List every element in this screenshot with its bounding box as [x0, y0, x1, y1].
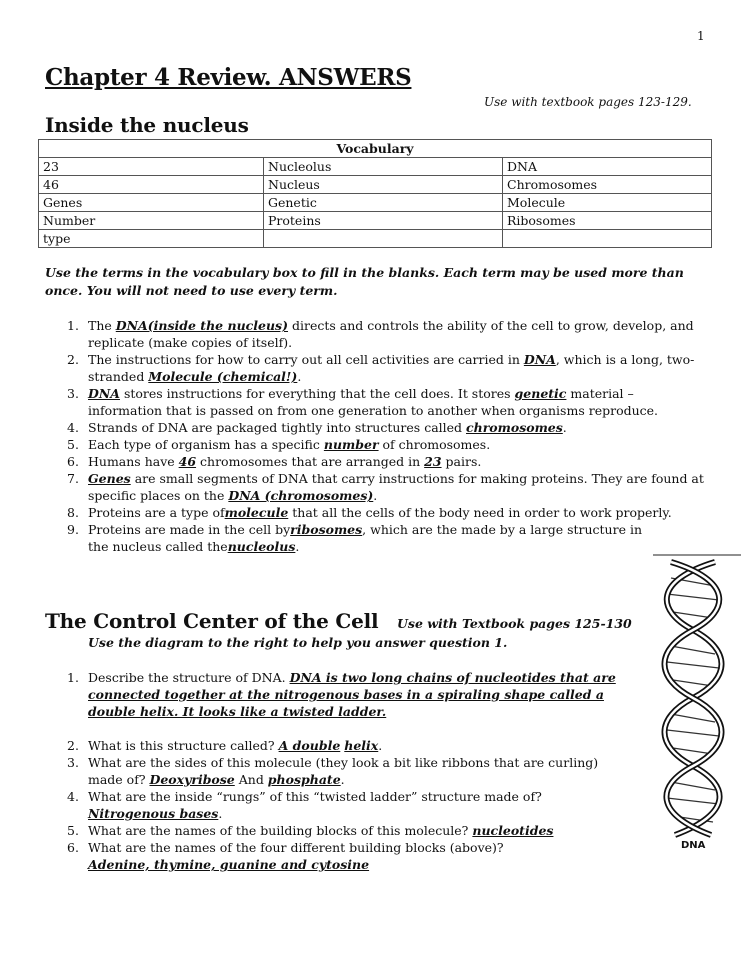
list-item — [45, 737, 635, 754]
answer: Molecule (chemical!) — [148, 369, 298, 384]
table-cell: 46 — [39, 176, 264, 194]
answer: number — [323, 437, 379, 452]
question-text: material – information that is passed on from one generation to another when organisms reproduce. — [88, 386, 659, 418]
question-text: . — [295, 539, 300, 554]
question-text: . — [297, 369, 302, 384]
question-text: chromosomes that are arranged in — [196, 454, 425, 469]
answer: Adenine, thymine, guanine and cytosine — [88, 857, 370, 872]
answer: genetic — [514, 386, 567, 401]
question-text: directs and controls the ability of the cell to grow, develop, and replicate (make copies of itself). — [88, 318, 694, 350]
answer: DNA (chromosomes) — [228, 488, 374, 503]
question-text: , which is a long, two-stranded — [88, 352, 695, 384]
table-cell — [264, 230, 503, 248]
list-item — [45, 453, 707, 470]
answer: DNA is two long chains of nucleotides that are connected together at the nitrogenous bases in a spiraling shape called a double helix. It looks like a twisted ladder. — [88, 670, 616, 719]
question-text: . — [373, 488, 378, 503]
item-number: 4. — [67, 420, 79, 435]
question-text: , which are the made by a large structure in the nucleus called the — [88, 522, 643, 554]
textbook-pages-note-2: Use with Textbook pages 125-130 — [397, 616, 632, 631]
table-row — [39, 158, 712, 176]
diagram-instruction: Use the diagram to the right to help you answer question 1. — [88, 635, 508, 650]
question-text: . — [378, 738, 383, 753]
item-number: 6. — [67, 840, 79, 855]
question-text: are small segments of DNA that carry instructions for making proteins. They are found at specific places on the — [88, 471, 704, 503]
list-item — [45, 419, 707, 436]
table-cell: Ribosomes — [503, 212, 712, 230]
item-number: 6. — [67, 454, 79, 469]
answer: phosphate — [267, 772, 341, 787]
table-row — [39, 194, 712, 212]
table-cell: Genetic — [264, 194, 503, 212]
item-number: 3. — [67, 386, 79, 401]
question-text: Each type of organism has a specific — [88, 437, 324, 452]
question-text: Proteins are a type of — [88, 505, 225, 520]
list-item — [45, 385, 707, 419]
item-number: 7. — [67, 471, 79, 486]
question-text: What are the sides of this molecule (they look a bit like ribbons that are curling) made of? — [88, 755, 599, 787]
answer: 23 — [424, 454, 442, 469]
instructions: Use the terms in the vocabulary box to fill in the blanks. Each term may be used more than once. You will not need to use every term. — [45, 265, 684, 298]
vocabulary-header: Vocabulary — [39, 140, 712, 158]
question-text: . — [340, 772, 345, 787]
list-item — [45, 754, 635, 788]
answer: 46 — [178, 454, 197, 469]
question-text: What are the names of the building blocks of this molecule? — [88, 823, 473, 838]
list-item — [45, 504, 707, 521]
answer: A double — [278, 738, 341, 753]
question-text: Strands of DNA are packaged tightly into structures called — [88, 420, 467, 435]
table-cell: type — [39, 230, 264, 248]
question-text: What is this structure called? — [88, 738, 279, 753]
question-text: that all the cells of the body need in order to work properly. — [288, 505, 672, 520]
table-cell — [503, 230, 712, 248]
table-cell: Molecule — [503, 194, 712, 212]
dna-diagram-label: DNA — [681, 840, 706, 851]
item-number: 8. — [67, 505, 79, 520]
answer: DNA(inside the nucleus) — [115, 318, 289, 333]
table-cell: Genes — [39, 194, 264, 212]
answer: helix — [344, 738, 379, 753]
table-cell: DNA — [503, 158, 712, 176]
section-heading-control-center: The Control Center of the Cell — [45, 609, 379, 633]
answer: chromosomes — [466, 420, 563, 435]
list-item — [45, 822, 635, 839]
item-number: 1. — [67, 670, 79, 685]
textbook-pages-note: Use with textbook pages 123-129. — [484, 95, 692, 109]
list-item — [45, 669, 635, 720]
section-heading-nucleus: Inside the nucleus — [45, 113, 249, 137]
question-text: stores instructions for everything that the cell does. It stores — [119, 386, 515, 401]
answer: nucleolus — [227, 539, 296, 554]
item-number: 3. — [67, 755, 79, 770]
list-item — [45, 351, 707, 385]
page-number: 1 — [697, 29, 705, 43]
table-cell: Nucleus — [264, 176, 503, 194]
question-text: . — [218, 806, 223, 821]
item-number: 5. — [67, 823, 79, 838]
question-text: . — [562, 420, 567, 435]
list-item — [45, 470, 707, 504]
list-item — [45, 788, 635, 822]
answer: molecule — [224, 505, 289, 520]
question-text: Describe the structure of DNA. — [88, 670, 290, 685]
item-number: 1. — [67, 318, 79, 333]
question-text: pairs. — [441, 454, 482, 469]
question-list — [45, 669, 635, 873]
answer: DNA — [523, 352, 556, 367]
dna-double-helix-diagram — [645, 550, 745, 842]
page-title: Chapter 4 Review. ANSWERS — [45, 64, 412, 91]
list-item — [45, 436, 707, 453]
table-cell: Number — [39, 212, 264, 230]
table-cell: 23 — [39, 158, 264, 176]
item-number: 2. — [67, 738, 79, 753]
question-text: And — [234, 772, 268, 787]
answer: DNA — [88, 386, 120, 401]
answer: Genes — [88, 471, 131, 486]
answer: ribosomes — [290, 522, 363, 537]
answer: Nitrogenous bases — [88, 806, 219, 821]
table-cell: Nucleolus — [264, 158, 503, 176]
question-text: What are the names of the four different building blocks (above)? — [88, 840, 504, 855]
item-number: 9. — [67, 522, 79, 537]
item-number: 4. — [67, 789, 79, 804]
question-text: Proteins are made in the cell by — [88, 522, 291, 537]
list-item — [45, 521, 648, 555]
fill-in-list — [45, 317, 707, 555]
question-text: Humans have — [88, 454, 179, 469]
table-row — [39, 212, 712, 230]
table-row — [39, 176, 712, 194]
question-text: The — [88, 318, 116, 333]
question-text: The instructions for how to carry out all cell activities are carried in — [88, 352, 524, 367]
list-item — [45, 317, 707, 351]
question-text: of chromosomes. — [378, 437, 491, 452]
answer: Deoxyribose — [149, 772, 235, 787]
item-number: 5. — [67, 437, 79, 452]
item-number: 2. — [67, 352, 79, 367]
question-text: What are the inside “rungs” of this “twisted ladder” structure made of? — [88, 789, 542, 804]
table-cell: Proteins — [264, 212, 503, 230]
table-cell: Chromosomes — [503, 176, 712, 194]
vocabulary-table — [38, 139, 712, 248]
answer: nucleotides — [472, 823, 554, 838]
table-row — [39, 230, 712, 248]
list-item — [45, 839, 635, 873]
